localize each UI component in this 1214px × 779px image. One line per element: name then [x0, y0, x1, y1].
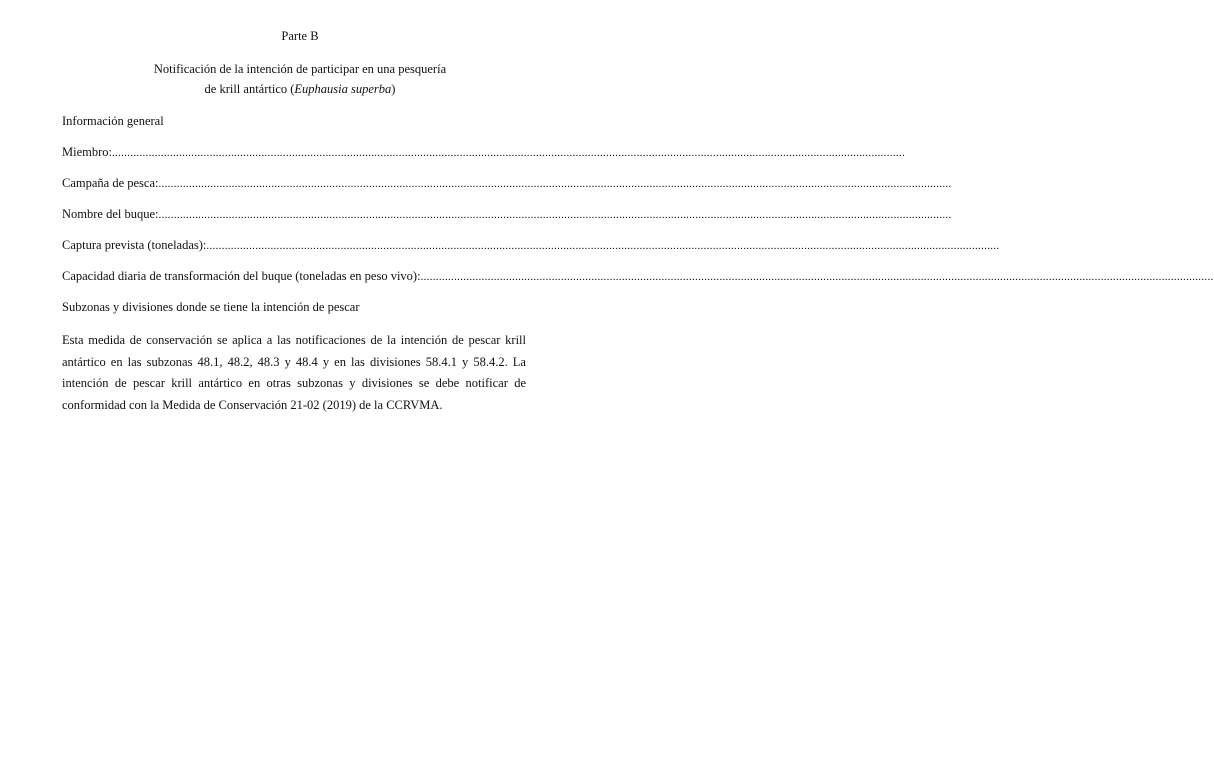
- field-expected-catch[interactable]: [62, 238, 1000, 253]
- field-processing-capacity[interactable]: [62, 269, 1214, 284]
- field-label: Campaña de pesca:: [62, 176, 159, 190]
- fill-in-line[interactable]: ....................................................................................................................................................................................................................................................................: [158, 178, 952, 190]
- heading-prefix: de krill antártico (: [204, 82, 295, 96]
- field-label: Nombre del buque:: [62, 207, 159, 221]
- subzones-title: Subzonas y divisiones donde se tiene la intención de pescar: [62, 300, 360, 314]
- heading-line-1: Notificación de la intención de participar en una pesquería: [153, 62, 447, 76]
- field-vessel-name[interactable]: [62, 207, 952, 222]
- conservation-paragraph: Esta medida de conservación se aplica a las notificaciones de la intención de pescar krill antártico en las subzonas 48.1, 48.2, 48.3 y 48.4 y en las divisiones 58.4.1 y 58.4.2. La intención de pescar krill antártico en otras subzonas y divisiones se debe notificar de conformidad con la Medida de Conservación 21-02 (2019) de la CCRVMA.: [62, 333, 526, 412]
- section-title-general-info: Información general: [62, 114, 164, 128]
- part-title: Parte B: [281, 29, 319, 43]
- fill-in-line[interactable]: ....................................................................................................................................................................................................................................................................: [158, 209, 952, 221]
- fill-in-line[interactable]: ....................................................................................................................................................................................................................................................................: [420, 271, 1214, 283]
- species-name: Euphausia superba: [294, 82, 392, 96]
- field-label: Miembro:: [62, 145, 112, 159]
- fill-in-line[interactable]: ....................................................................................................................................................................................................................................................................: [112, 147, 905, 159]
- heading-line-2: [0, 82, 600, 97]
- field-fishing-season[interactable]: [62, 176, 952, 191]
- field-member[interactable]: [62, 145, 905, 160]
- field-label: Capacidad diaria de transformación del buque (toneladas en peso vivo):: [62, 269, 421, 283]
- field-label: Captura prevista (toneladas):: [62, 238, 207, 252]
- heading-suffix: ): [391, 82, 396, 96]
- fill-in-line[interactable]: ....................................................................................................................................................................................................................................................................: [206, 240, 1000, 252]
